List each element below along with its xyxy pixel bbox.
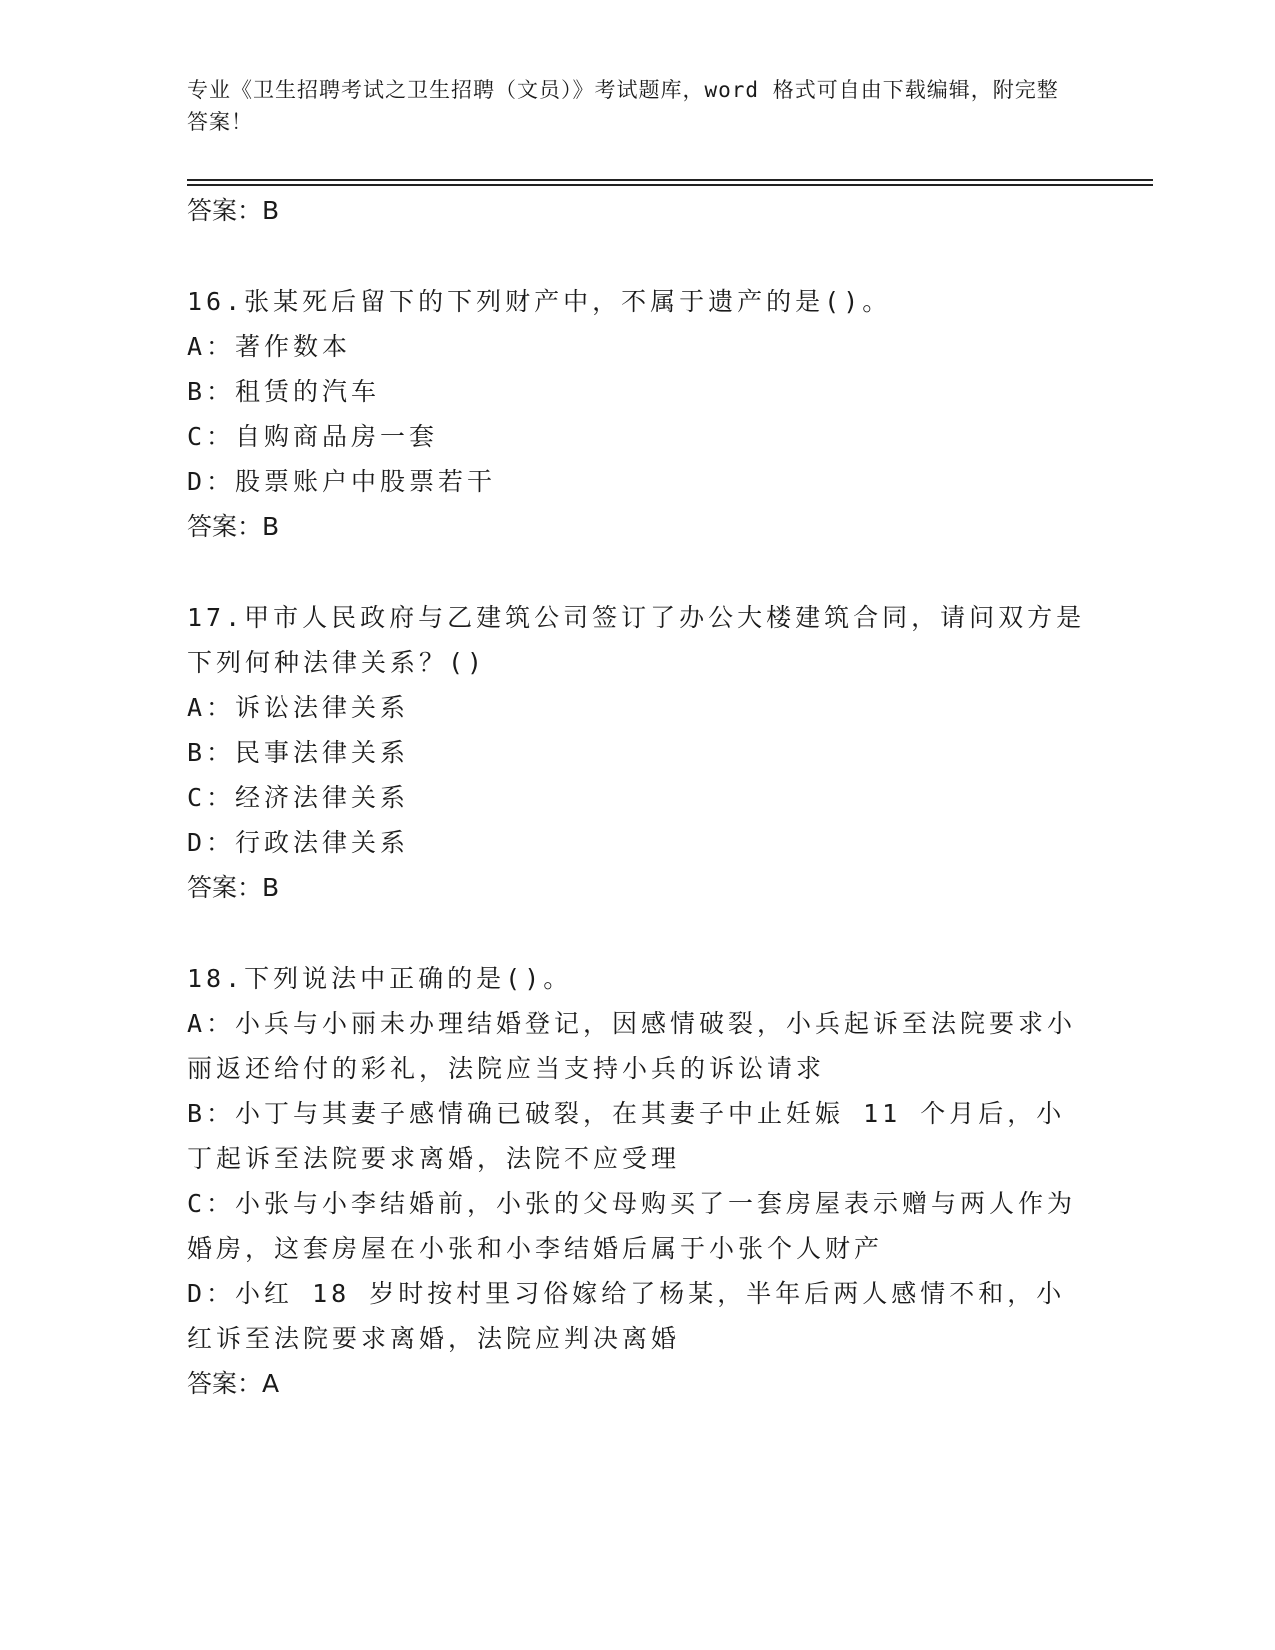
option-c: C：小张与小李结婚前，小张的父母购买了一套房屋表示赠与两人作为婚房，这套房屋在小张和小李结婚后属于小张个人财产 [187,1189,1077,1263]
header-rule-bottom [187,184,1153,186]
answer-line: 答案：B [187,512,280,541]
option-a: A：小兵与小丽未办理结婚登记，因感情破裂，小兵起诉至法院要求小丽返还给付的彩礼，法院应当支持小兵的诉讼请求 [187,1009,1077,1083]
option-d: D：股票账户中股票若干 [187,467,497,496]
option-b: B：民事法律关系 [187,738,410,767]
option-d: D：行政法律关系 [187,828,410,857]
option-a: A：诉讼法律关系 [187,693,410,722]
option-d: D：小红 18 岁时按村里习俗嫁给了杨某，半年后两人感情不和，小红诉至法院要求离婚，法院应判决离婚 [187,1279,1066,1353]
option-c: C：经济法律关系 [187,783,410,812]
option-c: C：自购商品房一套 [187,422,439,451]
answer-line: 答案：B [187,196,280,225]
document-header [187,74,1067,138]
document-body [187,188,1087,1406]
question-17 [187,595,1087,910]
question-text: 17.甲市人民政府与乙建筑公司签订了办公大楼建筑合同，请问双方是下列何种法律关系？() [187,603,1086,677]
option-a: A：著作数本 [187,332,352,361]
question-text: 18.下列说法中正确的是()。 [187,964,573,993]
header-rule-top [187,179,1153,181]
question-16 [187,279,1087,549]
header-text: 专业《卫生招聘考试之卫生招聘（文员）》考试题库，word 格式可自由下载编辑，附完整答案！ [187,78,1059,134]
option-b: B：小丁与其妻子感情确已破裂，在其妻子中止妊娠 11 个月后，小丁起诉至法院要求离婚，法院不应受理 [187,1099,1066,1173]
option-b: B：租赁的汽车 [187,377,381,406]
question-text: 16.张某死后留下的下列财产中，不属于遗产的是()。 [187,287,892,316]
question-18 [187,956,1087,1406]
answer-line: 答案：A [187,1369,280,1398]
answer-line: 答案：B [187,873,280,902]
